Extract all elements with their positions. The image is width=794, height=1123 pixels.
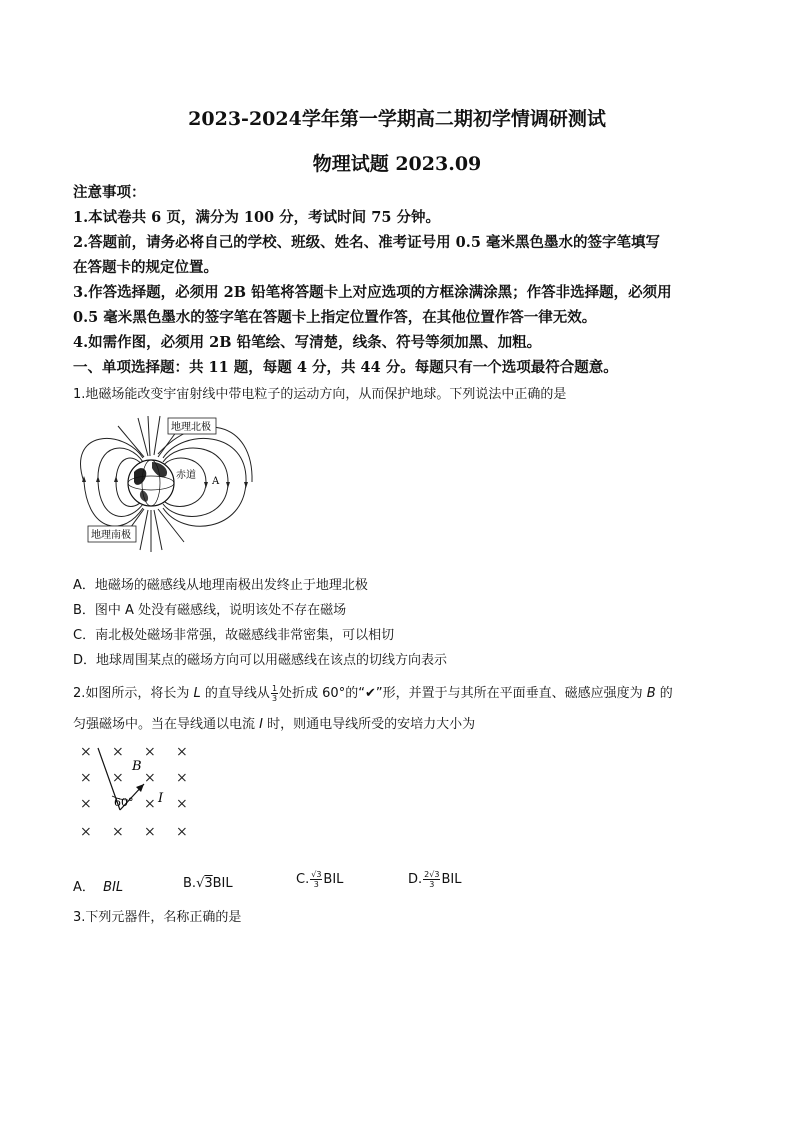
magnetic-field-figure bbox=[72, 740, 196, 844]
question-2-stem: 2.如图所示，将长为 L 的直导线从 $\frac{1}{3}$ 处折成 60°的“✔”形，并置于与其所在平面垂直、磁感应强度为 B 的 bbox=[73, 684, 673, 703]
field-b-label: B bbox=[132, 759, 142, 774]
q2-option-c: C. $\frac{√3}{3}$ BIL bbox=[296, 870, 344, 889]
q2-option-d: D. $\frac{2√3}{3}$ BIL bbox=[408, 870, 462, 889]
notice-heading: 注意事项： bbox=[73, 184, 146, 201]
q1-option-c: C．南北极处磁场非常强，故磁感线非常密集，可以相切 bbox=[73, 628, 395, 643]
q1-option-d: D．地球周围某点的磁场方向可以用磁感线在该点的切线方向表示 bbox=[73, 653, 448, 668]
current-symbol: I bbox=[259, 717, 263, 732]
field-cross: × bbox=[144, 744, 156, 760]
q2-option-b: B.√3BIL bbox=[183, 876, 233, 891]
north-pole-label: 地理北极 bbox=[171, 422, 211, 433]
field-cross: × bbox=[80, 824, 92, 840]
one-third-fraction: $\frac{1}{3}$ bbox=[271, 684, 278, 703]
field-cross: × bbox=[144, 796, 156, 812]
q2-option-a: A． BIL bbox=[73, 880, 124, 895]
section-heading: 一、单项选择题：共 11 题，每题 4 分，共 44 分。每题只有一个选项最符合题意。 bbox=[73, 359, 618, 376]
question-3-stem: 3.下列元器件，名称正确的是 bbox=[73, 910, 242, 925]
notice-item: 3.作答选择题，必须用 2B 铅笔将答题卡上对应选项的方框涂满涂黑；作答非选择题，必须用 bbox=[73, 284, 672, 301]
south-pole-label: 地理南极 bbox=[91, 530, 131, 541]
q1-option-a: A．地磁场的磁感线从地理南极出发终止于地理北极 bbox=[73, 578, 368, 593]
notice-item: 1.本试卷共 6 页，满分为 100 分，考试时间 75 分钟。 bbox=[73, 209, 440, 226]
field-cross: × bbox=[112, 770, 124, 786]
angle-label: 60° bbox=[114, 796, 134, 809]
exam-title: 2023-2024学年第一学期高二期初学情调研测试 bbox=[188, 108, 606, 130]
field-cross: × bbox=[176, 744, 188, 760]
field-symbol: B bbox=[646, 686, 656, 701]
field-cross: × bbox=[176, 824, 188, 840]
field-cross: × bbox=[80, 796, 92, 812]
equator-label: 赤道 bbox=[176, 470, 196, 481]
exam-subtitle: 物理试题 2023.09 bbox=[312, 153, 482, 175]
current-label: I bbox=[158, 791, 164, 806]
length-symbol: L bbox=[193, 686, 201, 701]
field-cross: × bbox=[80, 744, 92, 760]
field-cross: × bbox=[176, 796, 188, 812]
field-cross: × bbox=[144, 770, 156, 786]
field-cross: × bbox=[112, 824, 124, 840]
geomagnetic-field-figure bbox=[78, 410, 254, 560]
notice-item: 0.5 毫米黑色墨水的签字笔在答题卡上指定位置作答，在其他位置作答一律无效。 bbox=[73, 309, 597, 326]
q1-option-b: B．图中 A 处没有磁感线，说明该处不存在磁场 bbox=[73, 603, 347, 618]
notice-item: 2.答题前，请务必将自己的学校、班级、姓名、准考证号用 0.5 毫米黑色墨水的签字笔填写 bbox=[73, 234, 660, 251]
field-cross: × bbox=[144, 824, 156, 840]
notice-item: 在答题卡的规定位置。 bbox=[73, 259, 218, 276]
notice-item: 4.如需作图，必须用 2B 铅笔绘、写清楚，线条、符号等须加黑、加粗。 bbox=[73, 334, 542, 351]
question-1-stem: 1.地磁场能改变宇宙射线中带电粒子的运动方向，从而保护地球。下列说法中正确的是 bbox=[73, 387, 567, 402]
field-cross: × bbox=[176, 770, 188, 786]
question-2-stem-line2: 匀强磁场中。当在导线通以电流 I 时，则通电导线所受的安培力大小为 bbox=[73, 717, 476, 732]
field-cross: × bbox=[112, 744, 124, 760]
point-a-label: A bbox=[212, 476, 220, 487]
field-cross: × bbox=[80, 770, 92, 786]
